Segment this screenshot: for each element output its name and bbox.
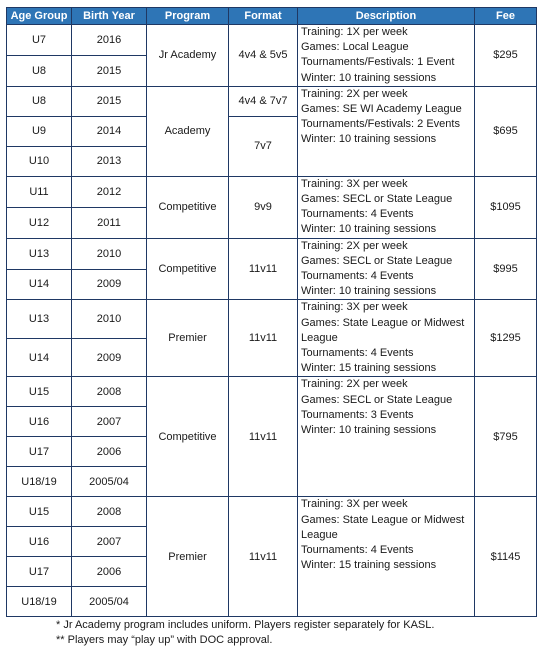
header-birth-year: Birth Year — [72, 8, 147, 25]
birth-year-cell: 2006 — [72, 437, 147, 467]
description-cell — [298, 176, 475, 238]
description-line: Tournaments/Festivals: 1 Event — [301, 56, 455, 69]
format-cell: 11v11 — [229, 238, 298, 300]
description-line: Training: 1X per week — [301, 26, 408, 38]
description-line: Tournaments: 4 Events — [301, 208, 414, 221]
description-line: Winter: 10 training sessions — [301, 285, 437, 298]
description-line: Tournaments: 3 Events — [301, 408, 414, 421]
description-line: Games: SECL or State League — [301, 254, 453, 267]
table-row — [7, 300, 537, 339]
age-group-cell: U14 — [7, 269, 72, 300]
description-cell — [298, 86, 475, 176]
description-cell — [298, 238, 475, 300]
age-group-cell: U15 — [7, 377, 72, 407]
table-row — [7, 176, 537, 207]
birth-year-cell: 2008 — [72, 377, 147, 407]
description-line: Tournaments: 4 Events — [301, 270, 414, 283]
age-group-cell: U17 — [7, 437, 72, 467]
description-line: Winter: 10 training sessions — [301, 133, 437, 146]
description-line: Tournaments/Festivals: 2 Events — [301, 118, 460, 131]
header-program: Program — [147, 8, 229, 25]
fee-cell: $1145 — [475, 497, 537, 617]
format-cell: 9v9 — [229, 176, 298, 238]
format-cell: 4v4 & 5v5 — [229, 25, 298, 87]
birth-year-cell: 2009 — [72, 338, 147, 377]
birth-year-cell: 2005/04 — [72, 467, 147, 497]
program-cell: Competitive — [147, 176, 229, 238]
program-cell: Academy — [147, 86, 229, 176]
description-line: Winter: 10 training sessions — [301, 424, 437, 437]
program-cell: Jr Academy — [147, 25, 229, 87]
header-row — [7, 8, 537, 25]
header-age-group: Age Group — [7, 8, 72, 25]
description-line: League — [301, 331, 338, 344]
birth-year-cell: 2013 — [72, 146, 147, 176]
fee-cell: $695 — [475, 86, 537, 176]
program-cell: Premier — [147, 497, 229, 617]
birth-year-cell: 2009 — [72, 269, 147, 300]
age-group-cell: U8 — [7, 86, 72, 116]
program-cell: Premier — [147, 300, 229, 377]
footnote-uniform: * Jr Academy program includes uniform. Players register separately for KASL. — [56, 619, 435, 631]
footnote-play-up: ** Players may “play up” with DOC approval. — [56, 634, 273, 646]
description-cell — [298, 377, 475, 497]
table-row — [7, 238, 537, 269]
description-line: Training: 3X per week — [301, 301, 408, 314]
birth-year-cell: 2012 — [72, 176, 147, 207]
description-line: Training: 2X per week — [301, 378, 408, 391]
age-group-cell: U13 — [7, 238, 72, 269]
birth-year-cell: 2010 — [72, 238, 147, 269]
description-line: Winter: 15 training sessions — [301, 362, 437, 375]
birth-year-cell: 2016 — [72, 25, 147, 56]
header-fee: Fee — [475, 8, 537, 25]
fee-cell: $795 — [475, 377, 537, 497]
age-group-cell: U10 — [7, 146, 72, 176]
age-group-cell: U13 — [7, 300, 72, 339]
format-cell: 4v4 & 7v7 — [229, 86, 298, 116]
age-group-cell: U12 — [7, 207, 72, 238]
fee-cell: $995 — [475, 238, 537, 300]
description-line: Training: 2X per week — [301, 239, 408, 252]
age-group-cell: U9 — [7, 116, 72, 146]
description-line: Games: SE WI Academy League — [301, 103, 462, 116]
description-line: Winter: 15 training sessions — [301, 559, 437, 572]
age-group-cell: U18/19 — [7, 467, 72, 497]
description-line: League — [301, 528, 338, 541]
description-line: Winter: 10 training sessions — [301, 71, 437, 84]
birth-year-cell: 2007 — [72, 527, 147, 557]
age-group-cell: U8 — [7, 55, 72, 86]
description-line: Training: 3X per week — [301, 177, 408, 190]
table-body — [7, 25, 537, 617]
description-line: Games: SECL or State League — [301, 393, 453, 406]
header-description: Description — [298, 8, 475, 25]
birth-year-cell: 2015 — [72, 86, 147, 116]
description-cell — [298, 497, 475, 617]
description-cell — [298, 25, 475, 87]
birth-year-cell: 2014 — [72, 116, 147, 146]
format-cell: 11v11 — [229, 497, 298, 617]
birth-year-cell: 2008 — [72, 497, 147, 527]
birth-year-cell: 2011 — [72, 207, 147, 238]
format-cell: 11v11 — [229, 377, 298, 497]
format-cell: 11v11 — [229, 300, 298, 377]
age-group-cell: U16 — [7, 527, 72, 557]
age-group-cell: U16 — [7, 407, 72, 437]
birth-year-cell: 2010 — [72, 300, 147, 339]
footnotes — [56, 618, 434, 648]
age-group-cell: U17 — [7, 557, 72, 587]
fee-cell: $295 — [475, 25, 537, 87]
program-cell: Competitive — [147, 377, 229, 497]
description-line: Games: Local League — [301, 41, 409, 54]
age-group-cell: U15 — [7, 497, 72, 527]
birth-year-cell: 2006 — [72, 557, 147, 587]
description-line: Tournaments: 4 Events — [301, 347, 414, 360]
description-line: Training: 2X per week — [301, 87, 408, 100]
fee-cell: $1295 — [475, 300, 537, 377]
fee-cell: $1095 — [475, 176, 537, 238]
description-cell — [298, 300, 475, 377]
birth-year-cell: 2005/04 — [72, 587, 147, 617]
description-line: Tournaments: 4 Events — [301, 544, 414, 557]
age-group-cell: U14 — [7, 338, 72, 377]
program-cell: Competitive — [147, 238, 229, 300]
age-group-cell: U11 — [7, 176, 72, 207]
description-line: Training: 3X per week — [301, 498, 408, 511]
table-row — [7, 497, 537, 527]
birth-year-cell: 2015 — [72, 55, 147, 86]
description-line: Winter: 10 training sessions — [301, 223, 437, 236]
format-cell: 7v7 — [229, 116, 298, 176]
header-format: Format — [229, 8, 298, 25]
description-line: Games: State League or Midwest — [301, 316, 465, 329]
table-row — [7, 86, 537, 116]
table-row — [7, 377, 537, 407]
description-line: Games: State League or Midwest — [301, 513, 465, 526]
table-row — [7, 25, 537, 56]
age-group-cell: U7 — [7, 25, 72, 56]
description-line: Games: SECL or State League — [301, 193, 453, 206]
program-fee-table — [6, 7, 537, 617]
birth-year-cell: 2007 — [72, 407, 147, 437]
age-group-cell: U18/19 — [7, 587, 72, 617]
